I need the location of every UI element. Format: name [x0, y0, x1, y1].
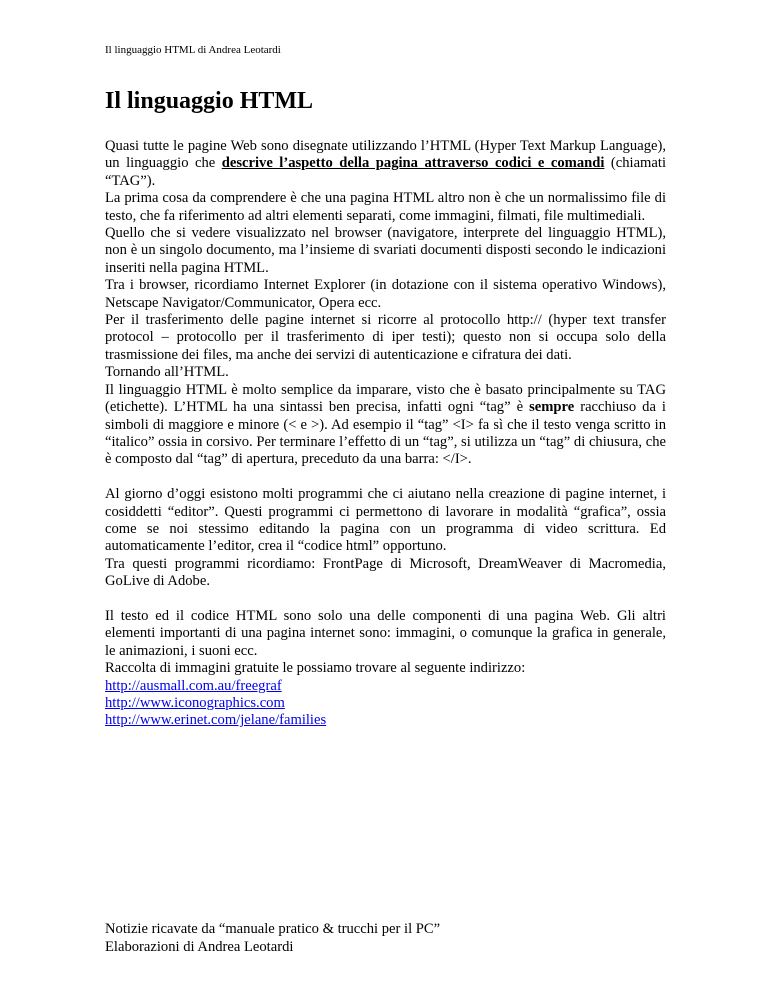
footer-source-line: Notizie ricavate da “manuale pratico & trucchi per il PC”: [105, 921, 441, 937]
page-header: Il linguaggio HTML di Andrea Leotardi: [105, 44, 281, 56]
paragraph-intro: [105, 138, 666, 190]
paragraph-intro-text: Quasi tutte le pagine Web sono disegnate utilizzando l’HTML (Hyper Text Markup Language), un linguaggio che: [105, 138, 666, 172]
paragraph-images-intro: Raccolta di immagini gratuite le possiamo trovare al seguente indirizzo:: [105, 660, 526, 677]
paragraph-components: Il testo ed il codice HTML sono solo una delle componenti di una pagina Web. Gli altri elementi importanti di una pagina internet sono: immagini, o comunque la grafica in generale, le animazioni, i suoni ecc.: [105, 607, 666, 659]
paragraph-browser-view: Quello che si vedere visualizzato nel browser (navigatore, interprete del linguaggio HTML), non è un singolo documento, ma l’insieme di svariati documenti disposti secondo le indicazioni inseriti nella pagina HTML.: [105, 225, 666, 276]
paragraph-editor-programs: Tra questi programmi ricordiamo: FrontPage di Microsoft, DreamWeaver di Macromedia, GoLive di Adobe.: [105, 555, 666, 590]
paragraph-back-to-html: Tornando all’HTML.: [105, 364, 229, 381]
paragraph-editors: Al giorno d’oggi esistono molti programmi che ci aiutano nella creazione di pagine internet, i cosiddetti “editor”. Questi programmi ci permettono di lavorare in modalità “grafica”, ossia come se noi stessimo editando la pagina con un programma di video scrittura. Ed automaticamente l’editor, crea il “codice html” opportuno.: [105, 486, 666, 555]
link-iconographics[interactable]: http://www.iconographics.com: [105, 694, 285, 711]
link-erinet[interactable]: http://www.erinet.com/jelane/families: [105, 712, 327, 729]
paragraph-spacer: [105, 469, 666, 486]
footer-author-line: Elaborazioni di Andrea Leotardi: [105, 939, 294, 955]
page-footer: [105, 920, 440, 956]
document-title: Il linguaggio HTML: [105, 88, 314, 114]
link-line: [105, 712, 666, 729]
emphasis-bold-underline: descrive l’aspetto della pagina attraverso codici e comandi: [221, 155, 605, 172]
paragraph-html-file: La prima cosa da comprendere è che una pagina HTML altro non è che un normalissimo file di testo, che fa riferimento ad altri elementi separati, come immagini, filmati, file multimediali.: [105, 190, 666, 224]
paragraph-tags: [105, 382, 666, 469]
link-ausmall[interactable]: http://ausmall.com.au/freegraf: [105, 677, 282, 694]
paragraph-browsers: Tra i browser, ricordiamo Internet Explorer (in dotazione con il sistema operativo Windows), Netscape Navigator/Communicator, Opera ecc.: [105, 277, 666, 311]
link-line: [105, 678, 666, 695]
paragraph-intro-end: (chiamati “TAG”).: [105, 155, 666, 189]
paragraph-protocol: Per il trasferimento delle pagine internet si ricorre al protocollo http:// (hyper text transfer protocol – protocollo per il trasferimento di iper testi); questo non si occupa solo della trasmissione dei files, ma anche dei servizi di autenticazione e cifratura dei dati.: [105, 312, 666, 363]
paragraph-tags-end: racchiuso da i simboli di maggiore e minore (< e >). Ad esempio il “tag” <I> fa sì che il testo venga scritto in “italico” ossia in corsivo. Per terminare l’effetto di un “tag”, si utilizza un “tag” di chiusura, che è composto dal “tag” di apertura, preceduto da una barra: </I>.: [105, 399, 666, 468]
link-line: [105, 695, 666, 712]
emphasis-bold: sempre: [529, 399, 575, 416]
paragraph-spacer: [105, 591, 666, 608]
document-body: [105, 138, 666, 730]
paragraph-tags-text: Il linguaggio HTML è molto semplice da imparare, visto che è basato principalmente su TAG (etichette). L’HTML ha una sintassi ben precisa, infatti ogni “tag” è: [105, 381, 666, 416]
